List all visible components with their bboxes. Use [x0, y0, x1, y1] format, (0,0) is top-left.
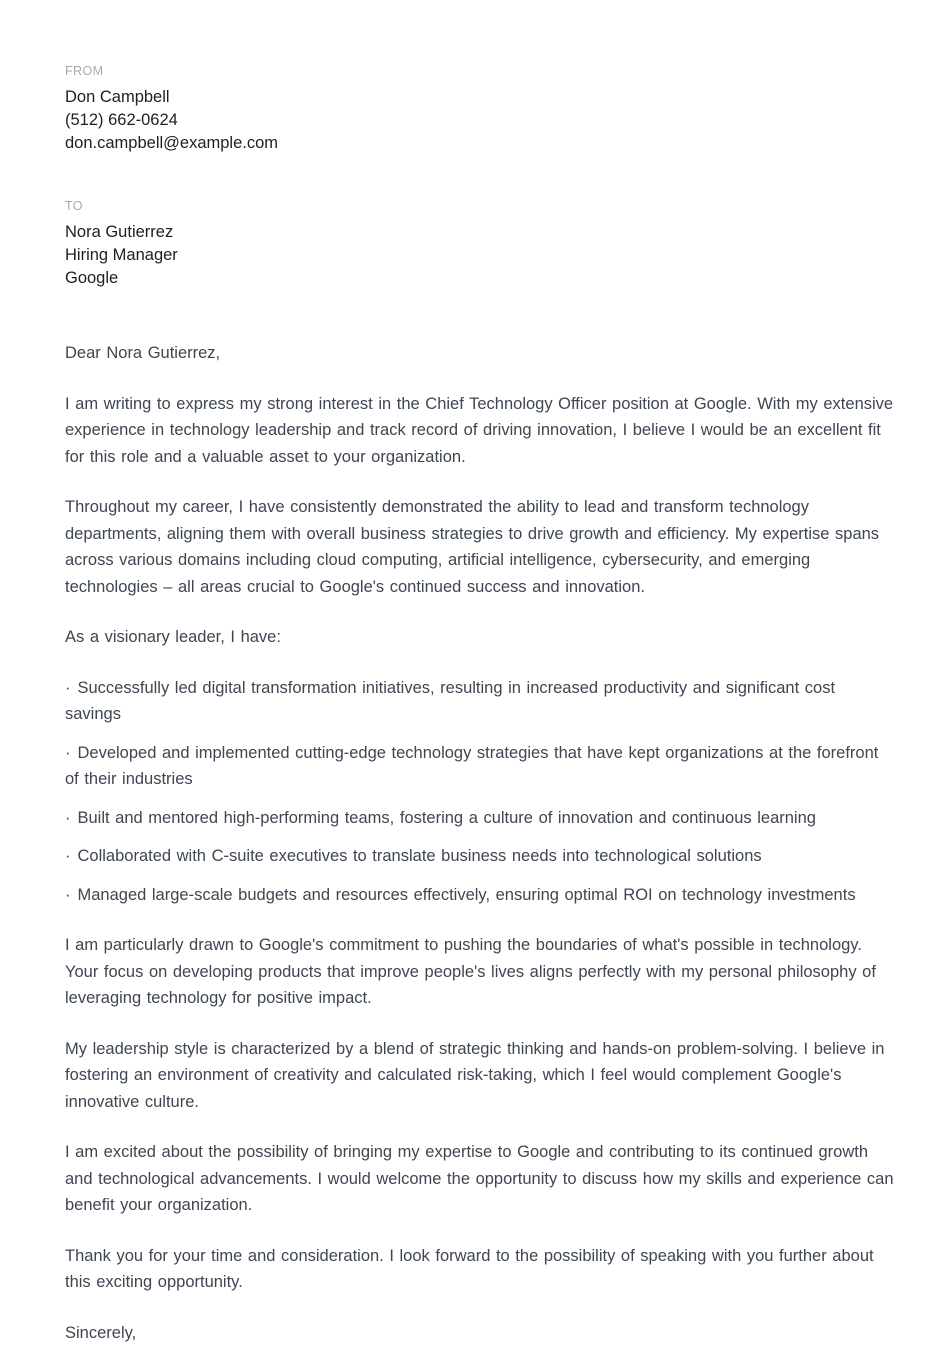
recipient-role: Hiring Manager [65, 244, 895, 267]
paragraph-career: Throughout my career, I have consistently demonstrated the ability to lead and transform technology departments, aligning them with overall business strategies to drive growth and efficiency. My expertise spans across various domains including cloud computing, artificial intelligence, cybersecurity, and emerging technologies – all areas crucial to Google's continued success and innovation. [65, 494, 895, 600]
paragraph-excited: I am excited about the possibility of bringing my expertise to Google and contributing to its continued growth and technological advancements. I would welcome the opportunity to discuss how my skills and experience can benefit your organization. [65, 1139, 895, 1219]
sender-name: Don Campbell [65, 86, 895, 109]
bullet-icon: · [65, 744, 78, 762]
greeting: Dear Nora Gutierrez, [65, 340, 895, 367]
paragraph-lead-in: As a visionary leader, I have: [65, 624, 895, 651]
recipient-company: Google [65, 267, 895, 290]
sender-email: don.campbell@example.com [65, 132, 895, 155]
sender-phone: (512) 662-0624 [65, 109, 895, 132]
bullet-text: Successfully led digital transformation initiatives, resulting in increased productivity and significant cost savings [65, 679, 835, 724]
paragraph-leadership-style: My leadership style is characterized by a blend of strategic thinking and hands-on problem-solving. I believe in fostering an environment of creativity and calculated risk-taking, which I feel would complement Google's innovative culture. [65, 1036, 895, 1116]
signoff: Sincerely, [65, 1320, 895, 1346]
from-label: FROM [65, 64, 895, 79]
bullet-text: Developed and implemented cutting-edge technology strategies that have kept organizations at the forefront of their industries [65, 744, 878, 789]
bullet-text: Collaborated with C-suite executives to translate business needs into technological solutions [78, 847, 762, 865]
bullet-item [65, 882, 895, 909]
to-label: TO [65, 199, 895, 214]
recipient-name: Nora Gutierrez [65, 221, 895, 244]
bullet-item [65, 805, 895, 832]
bullet-text: Managed large-scale budgets and resources effectively, ensuring optimal ROI on technology investments [78, 886, 856, 904]
paragraph-intro: I am writing to express my strong interest in the Chief Technology Officer position at Google. With my extensive experience in technology leadership and track record of driving innovation, I believe I would be an excellent fit for this role and a valuable asset to your organization. [65, 391, 895, 471]
letter-body [65, 340, 895, 1346]
bullet-icon: · [65, 886, 78, 904]
bullet-item [65, 740, 895, 793]
paragraph-drawn: I am particularly drawn to Google's commitment to pushing the boundaries of what's possible in technology. Your focus on developing products that improve people's lives aligns perfectly with my personal philosophy of leveraging technology for positive impact. [65, 932, 895, 1012]
from-section [65, 64, 895, 155]
to-section [65, 199, 895, 290]
bullet-icon: · [65, 679, 78, 697]
bullet-item [65, 675, 895, 728]
bullet-item [65, 843, 895, 870]
bullet-icon: · [65, 809, 78, 827]
paragraph-thank-you: Thank you for your time and consideration. I look forward to the possibility of speaking with you further about this exciting opportunity. [65, 1243, 895, 1296]
bullet-text: Built and mentored high-performing teams, fostering a culture of innovation and continuous learning [78, 809, 816, 827]
bullet-icon: · [65, 847, 78, 865]
